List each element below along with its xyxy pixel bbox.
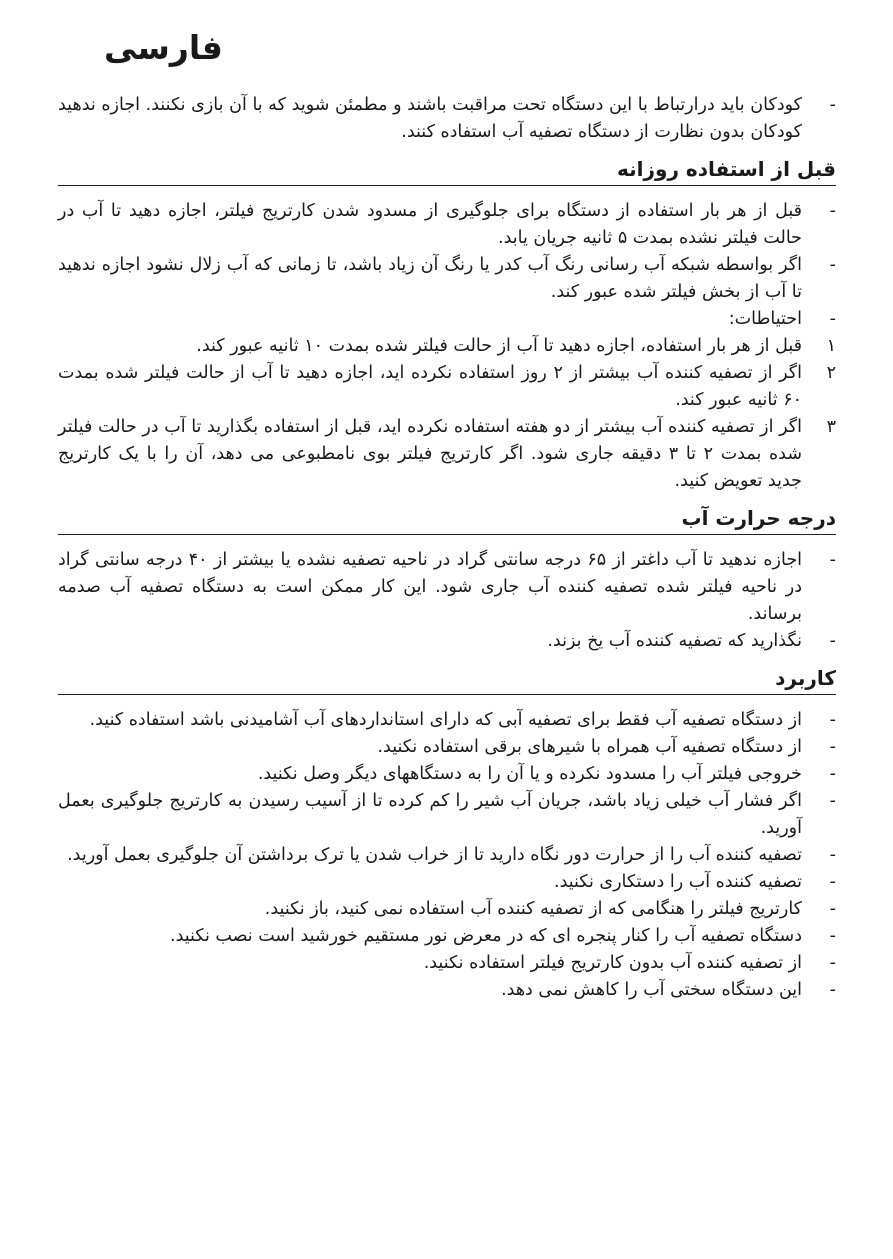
content [58,92,836,1004]
list-item-text: اگر بواسطه شبکه آب رسانی رنگ آب کدر یا رنگ آن زیاد باشد، تا زمانی که آب زلال نشود اجازه ندهید تا آب از بخش فیلتر شده عبور کند. [58,255,802,302]
list-item [58,92,836,146]
list-item-text: قبل از هر بار استفاده، اجازه دهید تا آب از حالت فیلتر شده بمدت ۱۰ ثانیه عبور کند. [196,336,802,356]
list-marker: - [829,953,836,973]
list-item [58,333,836,360]
list-item [58,896,836,923]
list-item [58,628,836,655]
list-item-text: کودکان باید درارتباط با این دستگاه تحت مراقبت باشند و مطمئن شوید که با آن بازی نکنند. اجازه ندهید کودکان بدون نظارت از دستگاه تصفیه آب استفاده کنند. [58,95,802,142]
list-item [58,547,836,628]
list-item-text: اگر از تصفیه کننده آب بیشتر از دو هفته استفاده نکرده اید، قبل از استفاده بگذارید تا آب در حالت فیلتر شده بمدت ۲ تا ۳ دقیقه جاری شود. اگر کارتریج فیلتر بوی نامطبوعی می دهد، آن را با یک کارتریج جدید تعویض کنید. [58,417,802,491]
list-item [58,414,836,495]
list-item-text: نگذارید که تصفیه کننده آب یخ بزند. [547,631,802,651]
list-marker: - [829,764,836,784]
list-marker: - [829,95,836,115]
list-marker: - [829,926,836,946]
list-item [58,977,836,1004]
section-header-daily-use [58,156,836,186]
list-item-text: خروجی فیلتر آب را مسدود نکرده و یا آن را به دستگاههای دیگر وصل نکنید. [257,764,802,784]
list-item [58,761,836,788]
list-item-text: از تصفیه کننده آب بدون کارتریج فیلتر استفاده نکنید. [423,953,802,973]
list-item-text: از دستگاه تصفیه آب همراه با شیرهای برقی استفاده نکنید. [377,737,802,757]
list-marker: ۲ [826,363,836,383]
section-list-usage [58,707,836,1004]
list-item [58,306,836,333]
list-item-text: کارتریج فیلتر را هنگامی که از تصفیه کننده آب استفاده نمی کنید، باز نکنید. [264,899,802,919]
section-heading: کاربرد [775,666,836,690]
list-marker: - [829,631,836,651]
list-item [58,360,836,414]
list-marker: - [829,255,836,275]
list-marker: - [829,201,836,221]
list-item-text: تصفیه کننده آب را دستکاری نکنید. [554,872,802,892]
list-item [58,788,836,842]
section-header-usage [58,665,836,695]
list-marker: - [829,845,836,865]
list-marker: - [829,550,836,570]
list-marker: ۱ [826,336,836,356]
language-title: فارسی [104,28,223,67]
list-marker: ۳ [826,417,836,437]
list-marker: - [829,980,836,1000]
section-heading: درجه حرارت آب [681,506,836,530]
section-header-water-temperature [58,505,836,535]
list-marker: - [829,309,836,329]
list-item-text: قبل از هر بار استفاده از دستگاه برای جلوگیری از مسدود شدن کارتریج فیلتر، اجازه دهید تا آب در حالت فیلتر نشده بمدت ۵ ثانیه جریان یابد. [58,201,802,248]
list-item-text: تصفیه کننده آب را از حرارت دور نگاه دارید تا از خراب شدن یا ترک برداشتن آن جلوگیری بعمل آورید. [67,845,802,865]
list-item-text: این دستگاه سختی آب را کاهش نمی دهد. [501,980,802,1000]
list-marker: - [829,737,836,757]
list-marker: - [829,710,836,730]
list-item-text: اگر از تصفیه کننده آب بیشتر از ۲ روز استفاده نکرده اید، اجازه دهید تا آب از حالت فیلتر شده بمدت ۶۰ ثانیه عبور کند. [58,363,802,410]
list-item [58,198,836,252]
list-item [58,842,836,869]
list-item [58,707,836,734]
list-item [58,734,836,761]
list-item-text: اجازه ندهید تا آب داغتر از ۶۵ درجه سانتی گراد در ناحیه تصفیه نشده یا بیشتر از ۴۰ درجه سانتی گراد در ناحیه فیلتر شده تصفیه کننده آب جاری شود. این کار ممکن است به دستگاه تصفیه آب صدمه برساند. [58,550,802,624]
section-list-daily-use [58,198,836,495]
section-heading: قبل از استفاده روزانه [617,157,836,181]
list-item-text: اگر فشار آب خیلی زیاد باشد، جریان آب شیر را کم کرده تا از آسیب رسیدن به کارتریج جلوگیری بعمل آورید. [58,791,802,838]
list-item [58,869,836,896]
list-item [58,950,836,977]
list-item-text: احتیاطات: [728,309,802,329]
list-item-text: از دستگاه تصفیه آب فقط برای تصفیه آبی که دارای استانداردهای آب آشامیدنی باشد استفاده کنید. [89,710,802,730]
list-marker: - [829,899,836,919]
list-item [58,923,836,950]
list-item [58,252,836,306]
section-list-water-temperature [58,547,836,655]
list-marker: - [829,872,836,892]
intro-list [58,92,836,146]
list-marker: - [829,791,836,811]
list-item-text: دستگاه تصفیه آب را کنار پنجره ای که در معرض نور مستقیم خورشید است نصب نکنید. [170,926,802,946]
